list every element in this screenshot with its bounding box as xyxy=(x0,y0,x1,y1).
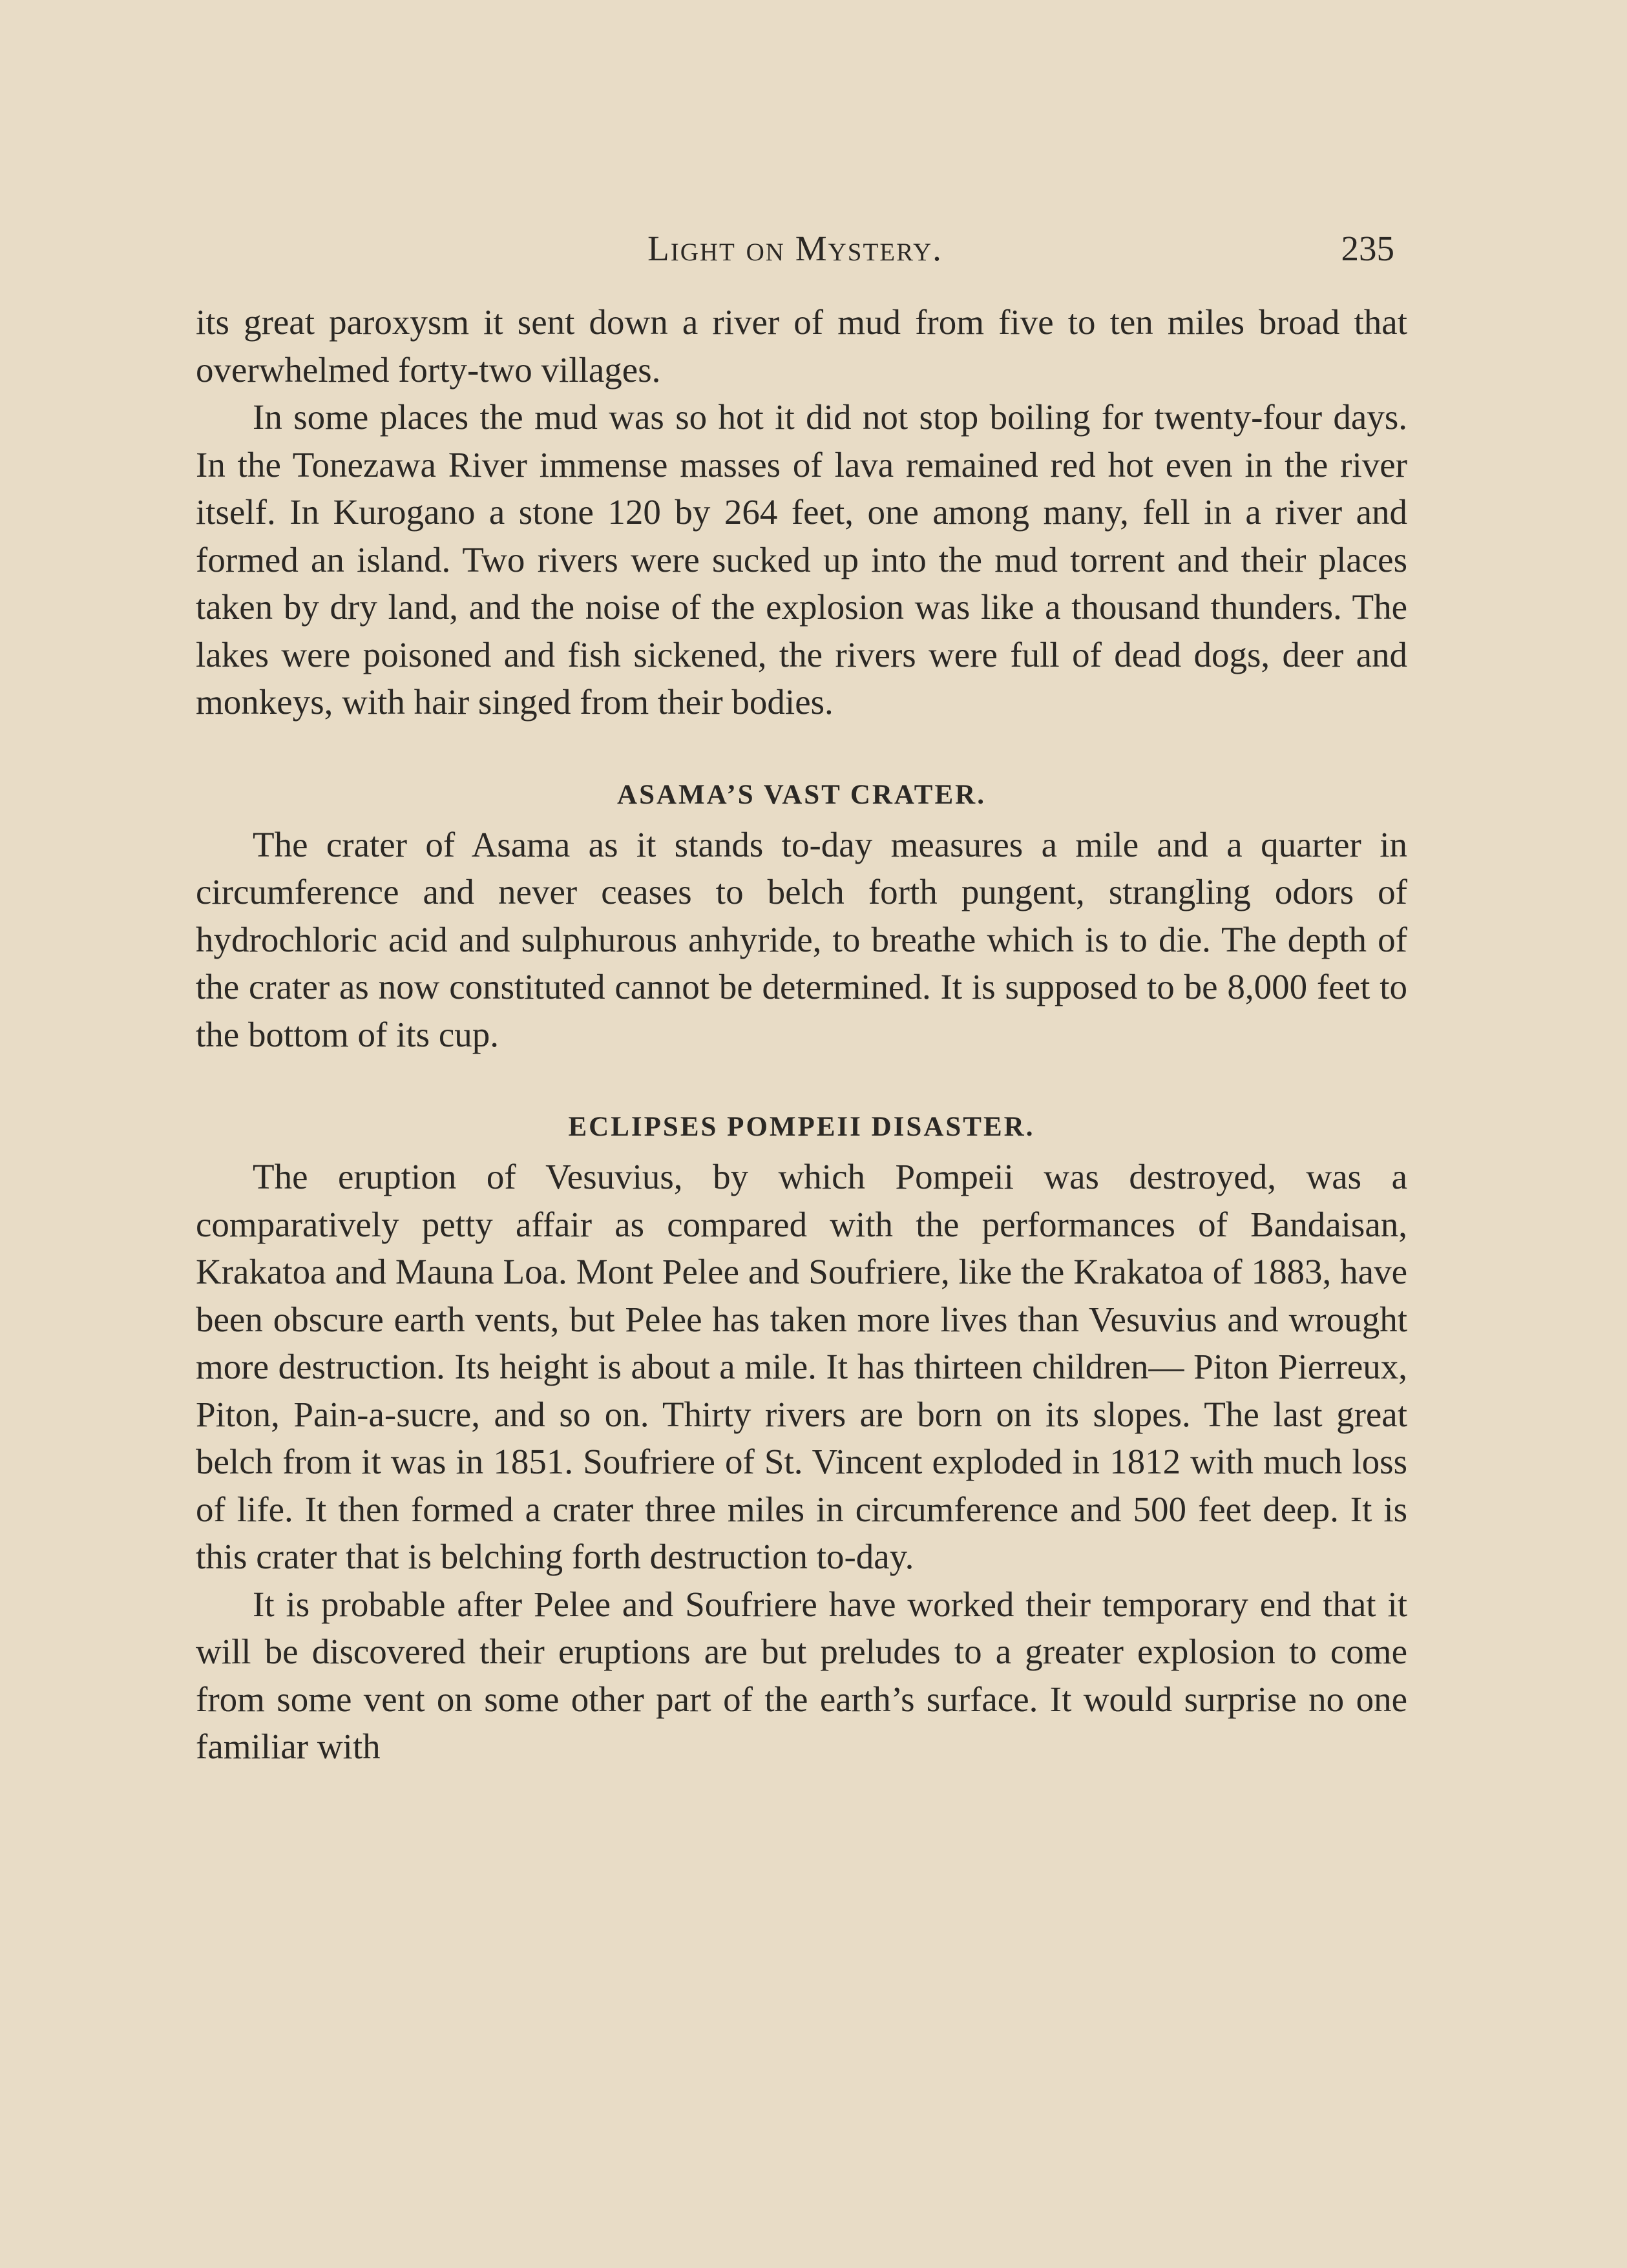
section-heading-asama: ASAMA’S VAST CRATER. xyxy=(617,779,986,810)
body-text xyxy=(196,298,1407,1771)
running-head-title: Light on Mystery. xyxy=(647,229,943,268)
paragraph-future-eruptions: It is probable after Pelee and Soufriere have worked their temporary end that it will be discovered their eruptions are but preludes to a greater explosion to come from some vent on some other part of the earth’s surface. It would surprise no one familiar with xyxy=(196,1584,1407,1766)
paragraph-continued: its great paroxysm it sent down a river of mud from five to ten miles broad that overwhelmed forty-two villages. xyxy=(196,302,1407,390)
paragraph-mud-flow: In some places the mud was so hot it did not stop boiling for twenty-four days. In the Tonezawa River immense masses of lava remained red hot even in the river itself. In Kurogano a stone 120 by 264 feet, one among many, fell in a river and formed an island. Two rivers were sucked up into the mud torrent and their places taken by dry land, and the noise of the explosion was like a thousand thunders. The lakes were poisoned and fish sickened, the rivers were full of dead dogs, deer and monkeys, with hair singed from their bodies. xyxy=(196,397,1407,722)
running-head xyxy=(196,226,1394,271)
page-number: 235 xyxy=(1341,229,1394,268)
paragraph-vesuvius: The eruption of Vesuvius, by which Pompeii was destroyed, was a comparatively petty affair as compared with the performances of Bandaisan, Krakatoa and Mauna Loa. Mont Pelee and Soufriere, like the Krakatoa of 1883, have been obscure earth vents, but Pelee has taken more lives than Vesuvius and wrought more destruction. Its height is about a mile. It has thirteen children— Piton Pierreux, Piton, Pain-a-sucre, and so on. Thirty rivers are born on its slopes. The last great belch from it was in 1851. Soufriere of St. Vincent exploded in 1812 with much loss of life. It then formed a crater three miles in circumference and 500 feet deep. It is this crater that is belching forth destruction to-day. xyxy=(196,1157,1407,1576)
section-heading-pompeii: ECLIPSES POMPEII DISASTER. xyxy=(568,1112,1035,1142)
paragraph-asama-crater: The crater of Asama as it stands to-day measures a mile and a quarter in circumference and never ceases to belch forth pungent, strangling odors of hydrochloric acid and sulphurous anhyride, to breathe which is to die. The depth of the crater as now constituted cannot be determined. It is supposed to be 8,000 feet to the bottom of its cup. xyxy=(196,824,1407,1054)
